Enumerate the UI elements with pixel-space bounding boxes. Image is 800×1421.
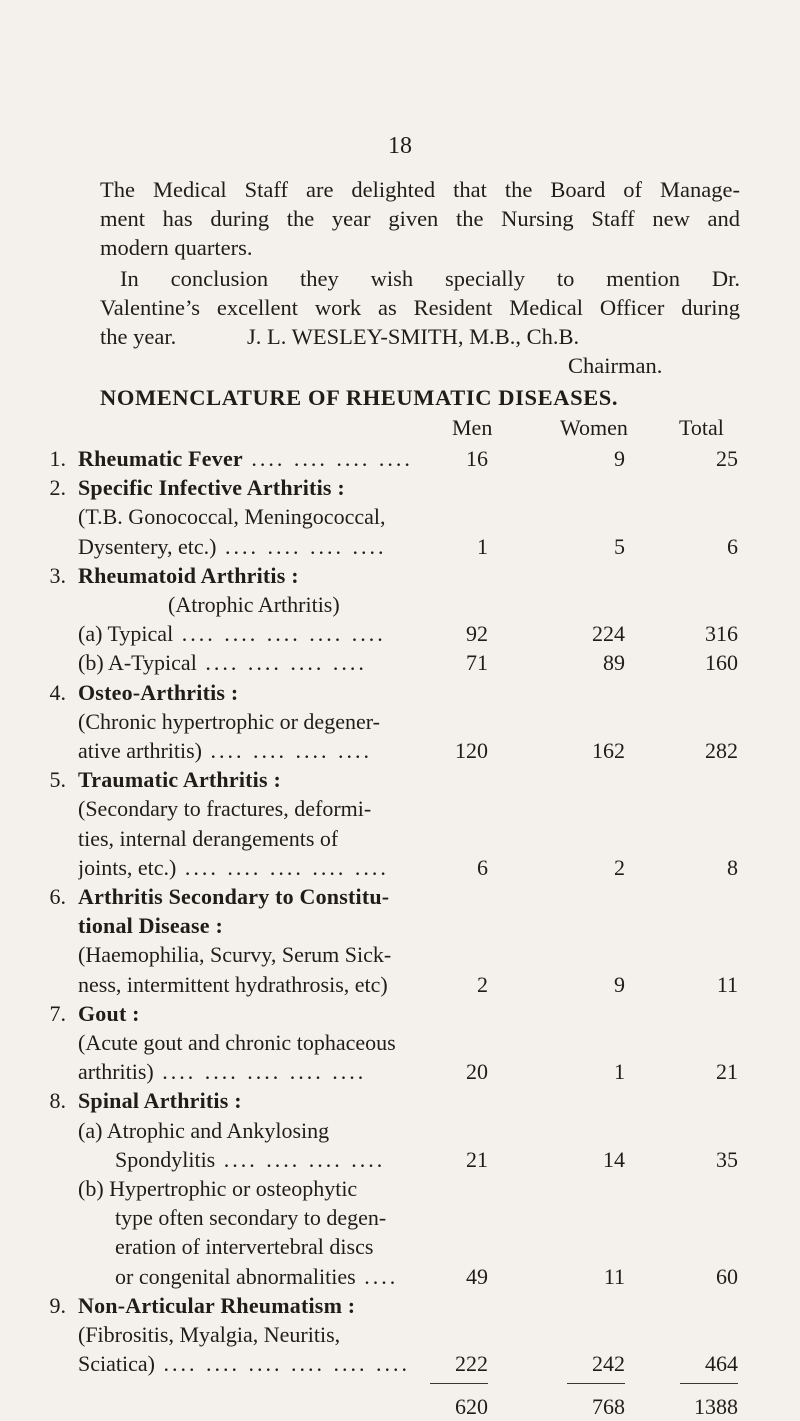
table-row-line [0,794,800,823]
item-number: 6. [49,884,66,909]
disease-description: Sciatica) .... .... .... .... .... .... [78,1351,410,1376]
paragraph-line: The Medical Staff are delighted that the Board of Manage- [100,177,740,202]
item-number: 2. [49,475,66,500]
table-row-line [0,1174,800,1203]
table-row-line [0,911,800,940]
disease-description: ative arthritis) .... .... .... .... [78,738,373,763]
signature-name: J. L. WESLEY-SMITH, M.B., Ch.B. [247,324,580,349]
value-total: 282 [705,738,738,763]
disease-name: tional Disease : [78,913,223,938]
total-total: 1388 [694,1394,738,1419]
item-number: 7. [49,1001,66,1026]
paragraph-line: Valentine’s excellent work as Resident Medical Officer during [100,295,740,320]
value-total: 25 [716,446,738,471]
disease-description: arthritis) .... .... .... .... .... [78,1059,367,1084]
table-row-line [0,1232,800,1261]
paragraph-line: In conclusion they wish specially to mention Dr. [120,266,740,291]
table-row-line [0,473,800,502]
table-row-line [0,999,800,1028]
disease-name: Specific Infective Arthritis : [78,475,345,500]
leader-dots: .... [355,1264,399,1289]
disease-description: (b) A-Typical .... .... .... .... [78,650,367,675]
value-women: 2 [614,855,625,880]
disease-name: Osteo-Arthritis : [78,680,239,705]
paragraph-line: ment has during the year given the Nursing Staff new and [100,206,740,231]
value-men: 71 [466,650,488,675]
value-men: 21 [466,1147,488,1172]
column-header-women: Women [560,415,628,440]
item-number: 4. [49,680,66,705]
table-row-line [0,707,800,736]
disease-name: Gout : [78,1001,140,1026]
disease-description: (a) Typical .... .... .... .... .... [78,621,386,646]
column-header-total: Total [679,415,724,440]
signature-title: Chairman. [568,353,663,378]
table-row-line [0,532,800,561]
value-men: 20 [466,1059,488,1084]
table-row-line [0,444,800,473]
disease-name: Rheumatic Fever .... .... .... .... [78,446,413,471]
value-men: 1 [477,534,488,559]
leader-dots: .... .... .... .... .... [176,855,389,880]
table-row-line [0,1349,800,1378]
table-title: NOMENCLATURE OF RHEUMATIC DISEASES. [100,385,619,410]
disease-name: Rheumatoid Arthritis : [78,563,299,588]
table-row-line [0,590,800,619]
table-row-line [0,882,800,911]
total-men: 620 [455,1394,488,1419]
total-rule-women [567,1383,625,1384]
item-number: 9. [49,1293,66,1318]
paragraph-line: modern quarters. [100,235,253,260]
disease-description: ties, internal derangements of [78,826,339,851]
value-men: 6 [477,855,488,880]
value-women: 242 [592,1351,625,1376]
value-total: 6 [727,534,738,559]
value-men: 49 [466,1264,488,1289]
value-women: 5 [614,534,625,559]
table-row-line [0,940,800,969]
value-men: 16 [466,446,488,471]
table-row-line [0,502,800,531]
paragraph-line: the year. [100,324,177,349]
table-row-line [0,1116,800,1145]
value-total: 11 [716,972,738,997]
table-row-line [0,853,800,882]
value-women: 11 [603,1264,625,1289]
totals-row [0,1392,800,1421]
value-women: 1 [614,1059,625,1084]
item-number: 8. [49,1088,66,1113]
table-row-line [0,1203,800,1232]
item-number: 1. [49,446,66,471]
disease-description: joints, etc.) .... .... .... .... .... [78,855,389,880]
item-number: 5. [49,767,66,792]
disease-description: (Fibrositis, Myalgia, Neuritis, [78,1322,341,1347]
disease-description: (a) Atrophic and Ankylosing [78,1118,330,1143]
disease-description: eration of intervertebral discs [115,1234,374,1259]
value-women: 89 [603,650,625,675]
disease-description: ness, intermittent hydrathrosis, etc) [78,972,388,997]
table-row-line [0,1262,800,1291]
table-row-line [0,678,800,707]
disease-description: (Chronic hypertrophic or degener- [78,709,380,734]
leader-dots: .... .... .... .... [202,738,373,763]
table-row-line [0,619,800,648]
disease-description: (Haemophilia, Scurvy, Serum Sick- [78,942,392,967]
page-number: 18 [388,133,412,159]
disease-description: Dysentery, etc.) .... .... .... .... [78,534,387,559]
value-total: 35 [716,1147,738,1172]
total-women: 768 [592,1394,625,1419]
value-men: 92 [466,621,488,646]
leader-dots: .... .... .... .... [216,534,387,559]
value-men: 120 [455,738,488,763]
total-rule-total [680,1383,738,1384]
disease-name: Traumatic Arthritis : [78,767,281,792]
disease-description: or congenital abnormalities .... [115,1264,399,1289]
value-men: 2 [477,972,488,997]
leader-dots: .... .... .... .... [242,446,413,471]
disease-description: (Atrophic Arthritis) [168,592,340,617]
disease-description: type often secondary to degen- [115,1205,387,1230]
value-women: 224 [592,621,625,646]
leader-dots: .... .... .... .... .... .... [154,1351,410,1376]
column-header-men: Men [452,415,493,440]
table-row-line [0,1057,800,1086]
table-row-line [0,765,800,794]
value-total: 160 [705,650,738,675]
table-row-line [0,1291,800,1320]
leader-dots: .... .... .... .... .... [153,1059,367,1084]
leader-dots: .... .... .... .... [196,650,367,675]
table-row-line [0,824,800,853]
value-men: 222 [455,1351,488,1376]
value-total: 464 [705,1351,738,1376]
value-total: 8 [727,855,738,880]
disease-description: (Acute gout and chronic tophaceous [78,1030,396,1055]
disease-name: Spinal Arthritis : [78,1088,242,1113]
table-row-line [0,1086,800,1115]
total-rule-men [430,1383,488,1384]
value-total: 60 [716,1264,738,1289]
table-row-line [0,736,800,765]
disease-name: Non-Articular Rheumatism : [78,1293,356,1318]
table-row-line [0,561,800,590]
value-total: 316 [705,621,738,646]
disease-description: (T.B. Gonococcal, Meningococcal, [78,504,386,529]
item-number: 3. [49,563,66,588]
table-row-line [0,648,800,677]
disease-description: (b) Hypertrophic or osteophytic [78,1176,358,1201]
table-row-line [0,1145,800,1174]
disease-description: (Secondary to fractures, deformi- [78,796,372,821]
value-women: 162 [592,738,625,763]
value-women: 9 [614,446,625,471]
leader-dots: .... .... .... .... [215,1147,386,1172]
value-women: 9 [614,972,625,997]
paragraph-1 [100,175,740,262]
table-row-line [0,970,800,999]
disease-description: Spondylitis .... .... .... .... [115,1147,386,1172]
table-row-line [0,1028,800,1057]
value-total: 21 [716,1059,738,1084]
disease-name: Arthritis Secondary to Constitu- [78,884,390,909]
leader-dots: .... .... .... .... .... [173,621,386,646]
value-women: 14 [603,1147,625,1172]
